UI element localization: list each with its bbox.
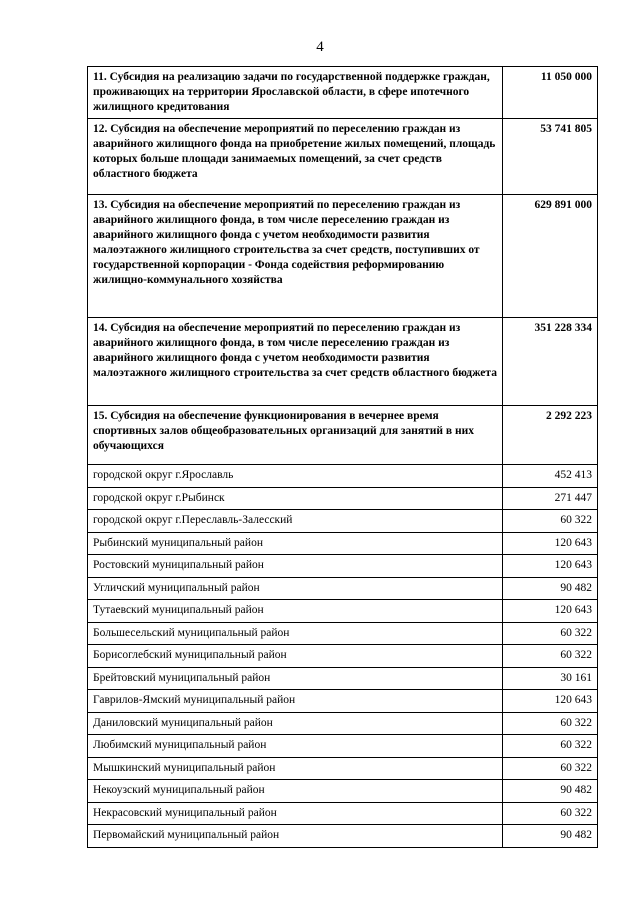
district-name: Любимский муниципальный район [88,735,503,758]
table-row [88,600,598,623]
district-amount: 120 643 [503,555,598,578]
district-amount: 60 322 [503,510,598,533]
table-row [88,802,598,825]
district-name: Первомайский муниципальный район [88,825,503,848]
table-row [88,690,598,713]
district-name: Угличский муниципальный район [88,577,503,600]
district-name: городской округ г.Ярославль [88,465,503,488]
subsidy-name: 15. Субсидия на обеспечение функционирования в вечернее время спортивных залов общеобразовательных организаций для занятий в них обучающихся [88,406,503,465]
subsidy-table [87,66,598,848]
table-row [88,757,598,780]
district-amount: 90 482 [503,577,598,600]
table-row [88,510,598,533]
table-row [88,119,598,195]
district-name: городской округ г.Рыбинск [88,487,503,510]
district-amount: 60 322 [503,757,598,780]
district-name: Ростовский муниципальный район [88,555,503,578]
district-amount: 90 482 [503,825,598,848]
subsidy-amount: 629 891 000 [503,195,598,318]
district-amount: 60 322 [503,622,598,645]
subsidy-name: 11. Субсидия на реализацию задачи по государственной поддержке граждан, проживающих на территории Ярославской области, в сфере ипотечного жилищного кредитования [88,67,503,119]
table-row [88,465,598,488]
district-name: Борисоглебский муниципальный район [88,645,503,668]
table-row [88,532,598,555]
page-number: 4 [316,39,324,55]
district-name: Брейтовский муниципальный район [88,667,503,690]
table-row [88,487,598,510]
district-amount: 60 322 [503,735,598,758]
subsidy-name: 12. Субсидия на обеспечение мероприятий по переселению граждан из аварийного жилищного фонда на приобретение жилых помещений, площадь которых больше площади занимаемых помещений, за счет средств областного бюджета [88,119,503,195]
subsidy-amount: 11 050 000 [503,67,598,119]
table-row [88,406,598,465]
district-amount: 60 322 [503,802,598,825]
district-name: Некоузский муниципальный район [88,780,503,803]
district-name: Большесельский муниципальный район [88,622,503,645]
district-amount: 60 322 [503,712,598,735]
district-name: Гаврилов-Ямский муниципальный район [88,690,503,713]
table-row [88,712,598,735]
table-row [88,318,598,406]
district-amount: 120 643 [503,532,598,555]
district-amount: 30 161 [503,667,598,690]
subsidy-amount: 351 228 334 [503,318,598,406]
table-row [88,735,598,758]
district-amount: 120 643 [503,690,598,713]
district-name: Рыбинский муниципальный район [88,532,503,555]
district-name: Некрасовский муниципальный район [88,802,503,825]
table-row [88,577,598,600]
district-amount: 90 482 [503,780,598,803]
table-row [88,780,598,803]
table-row [88,645,598,668]
table-row [88,667,598,690]
subsidy-name: 13. Субсидия на обеспечение мероприятий по переселению граждан из аварийного жилищного фонда, в том числе переселению граждан из аварийного жилищного фонда с учетом необходимости развития малоэтажного жилищного строительства за счет средств, поступивших от государственной корпорации - Фонда содействия реформированию жилищно-коммунального хозяйства [88,195,503,318]
table-row [88,622,598,645]
table-row [88,555,598,578]
district-name: Тутаевский муниципальный район [88,600,503,623]
subsidy-name: 14. Субсидия на обеспечение мероприятий по переселению граждан из аварийного жилищного фонда, в том числе переселению граждан из аварийного жилищного фонда с учетом необходимости развития малоэтажного жилищного строительства за счет средств областного бюджета [88,318,503,406]
subsidy-amount: 53 741 805 [503,119,598,195]
district-name: Даниловский муниципальный район [88,712,503,735]
table-row [88,67,598,119]
district-name: городской округ г.Переславль-Залесский [88,510,503,533]
district-amount: 60 322 [503,645,598,668]
district-name: Мышкинский муниципальный район [88,757,503,780]
table-row [88,195,598,318]
district-list [88,465,598,848]
district-amount: 452 413 [503,465,598,488]
district-amount: 120 643 [503,600,598,623]
subsidy-amount: 2 292 223 [503,406,598,465]
district-amount: 271 447 [503,487,598,510]
table-row [88,825,598,848]
